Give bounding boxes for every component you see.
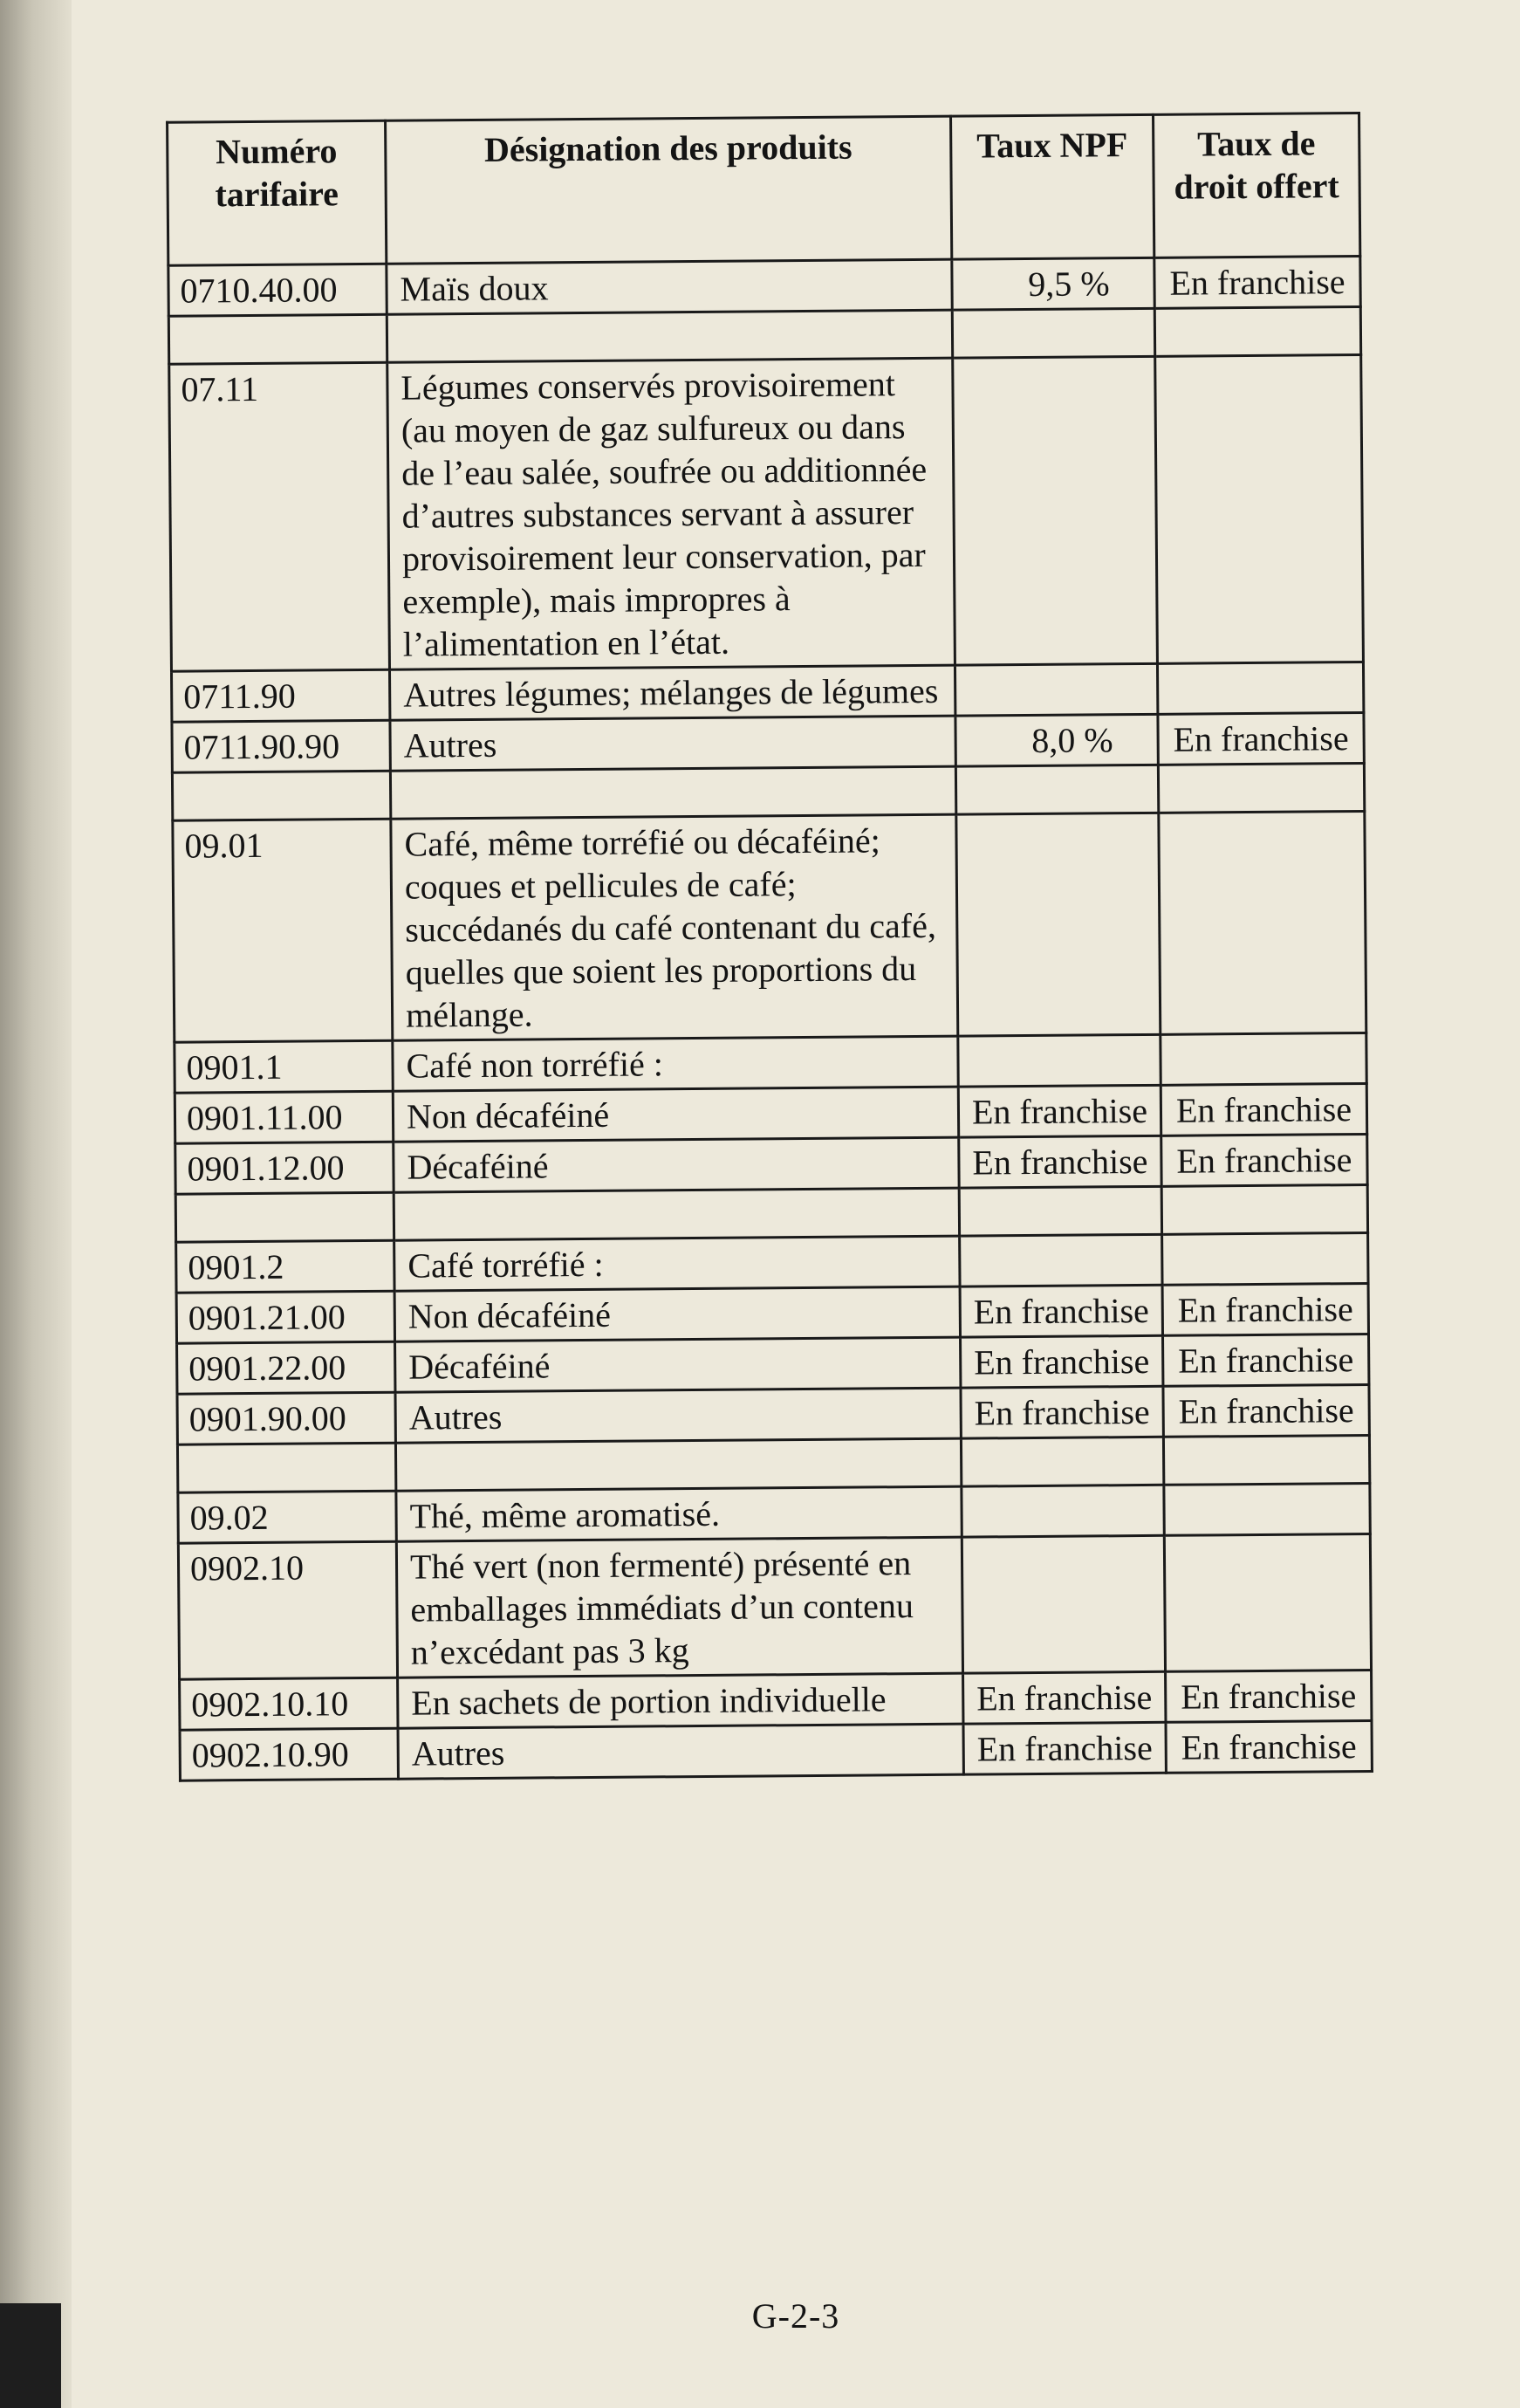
offered-rate: En franchise [1163,1334,1369,1386]
tariff-code: 09.02 [178,1491,396,1543]
offered-rate: En franchise [1154,257,1360,309]
tariff-code: 0710.40.00 [168,264,387,316]
offered-rate [1158,763,1364,813]
table-row [180,1720,1372,1780]
tariff-code: 07.11 [169,362,390,671]
mfn-rate: 8,0 % [955,714,1158,766]
table-row [173,811,1366,1042]
mfn-rate: En franchise [963,1722,1166,1774]
mfn-rate [955,765,1158,814]
product-designation: Légumes conservés provisoirement (au moyen de gaz sulfureux ou dans de l’eau salée, soufrée ou additionnée d’autres substances servant à assurer provisoirement leur conservation, par exemple), mais impropres à l’alimentation en l’état. [387,358,955,669]
table-row [176,1232,1368,1293]
table-row [178,1483,1370,1543]
mfn-rate: En franchise [958,1085,1161,1137]
product-designation [390,766,955,819]
offered-rate: En franchise [1161,1134,1367,1186]
offered-rate [1157,662,1363,714]
table-row [175,1134,1367,1194]
mfn-rate [956,813,1161,1036]
table-row [180,1670,1372,1730]
product-designation: En sachets de portion individuelle [398,1673,963,1728]
product-designation [387,310,952,362]
product-designation: Maïs doux [387,259,952,314]
tariff-code: 0902.10 [178,1541,397,1679]
product-designation: Thé vert (non fermenté) présenté en emballages immédiats d’un contenu n’excédant pas 3 kg [396,1537,962,1677]
offered-rate [1161,1032,1366,1085]
mfn-rate [961,1437,1163,1486]
product-designation: Non décaféiné [393,1087,958,1142]
tariff-code: 0711.90.90 [172,720,390,772]
page-number: G-2-3 [751,2296,840,2336]
tariff-code: 0901.90.00 [177,1392,395,1444]
product-designation [394,1188,959,1240]
product-designation: Thé, même aromatisé. [396,1486,962,1541]
product-designation: Café non torréfié : [393,1036,958,1091]
offered-rate [1154,307,1360,357]
offered-rate: En franchise [1163,1384,1369,1437]
tariff-code: 09.01 [173,819,393,1042]
product-designation: Café, même torréfié ou décaféiné; coques et pellicules de café; succédanés du café contenant du café, quelles que soient les proportions du mélange. [391,814,958,1040]
mfn-rate: En franchise [961,1386,1163,1438]
table-row [171,662,1363,722]
tariff-code: 0902.10.10 [180,1677,398,1730]
mfn-rate [959,1186,1161,1236]
product-designation: Autres [390,716,955,771]
tariff-code: 0901.2 [176,1240,394,1293]
tariff-code: 0901.1 [175,1040,393,1093]
table-row [178,1533,1371,1679]
offered-rate [1164,1533,1371,1671]
header-mfn-rate: Taux NPF [951,114,1154,259]
tariff-code: 0902.10.90 [180,1728,398,1780]
mfn-rate [960,1234,1162,1286]
header-offered-rate: Taux de droit offert [1154,113,1360,258]
mfn-rate [952,308,1154,358]
product-designation: Autres [398,1724,963,1779]
offered-rate: En franchise [1166,1720,1372,1773]
offered-rate [1159,811,1366,1034]
product-designation: Décaféiné [395,1337,961,1392]
mfn-rate [953,356,1158,665]
tariff-code [168,314,387,364]
tariff-code: 0901.21.00 [176,1291,394,1343]
product-designation: Autres [395,1388,961,1443]
offered-rate: En franchise [1166,1670,1372,1722]
mfn-rate: En franchise [960,1285,1162,1337]
mfn-rate: En franchise [961,1335,1163,1388]
tariff-code [172,771,390,820]
table-row [176,1283,1368,1343]
offered-rate: En franchise [1161,1083,1366,1135]
mfn-rate: 9,5 % [952,257,1154,310]
tariff-code: 0901.11.00 [175,1091,393,1143]
product-designation: Décaféiné [394,1137,959,1192]
product-designation [395,1438,961,1491]
offered-rate [1162,1232,1368,1285]
tariff-code: 0901.12.00 [175,1142,394,1194]
offered-rate [1163,1435,1369,1485]
mfn-rate [962,1485,1164,1537]
table-row [177,1384,1369,1444]
table-row [175,1083,1366,1143]
table-row [177,1334,1369,1394]
product-designation: Non décaféiné [394,1286,960,1341]
product-designation: Café torréfié : [394,1236,960,1291]
mfn-rate [962,1535,1165,1673]
mfn-rate [955,663,1157,716]
offered-rate [1161,1184,1367,1234]
table-header-row [168,113,1360,266]
tariff-code [177,1443,395,1492]
table-row [172,712,1364,772]
dark-corner [0,2303,61,2408]
header-tariff-number: Numéro tarifaire [168,120,387,265]
tariff-code: 0901.22.00 [177,1341,395,1394]
offered-rate [1155,355,1364,664]
offered-rate: En franchise [1162,1283,1368,1335]
mfn-rate: En franchise [959,1135,1161,1188]
product-designation: Autres légumes; mélanges de légumes [389,665,955,720]
mfn-rate [958,1034,1161,1087]
tariff-code: 0711.90 [171,669,389,722]
header-product-designation: Désignation des produits [386,116,952,264]
mfn-rate: En franchise [963,1671,1166,1724]
table-row [175,1032,1366,1093]
table-row [169,355,1364,672]
document-page [72,0,1520,2408]
offered-rate [1164,1483,1370,1535]
book-binding-shadow [0,0,72,2408]
table-row [168,257,1360,317]
tariff-table [166,112,1373,1782]
tariff-code [175,1192,394,1242]
offered-rate: En franchise [1158,712,1364,765]
